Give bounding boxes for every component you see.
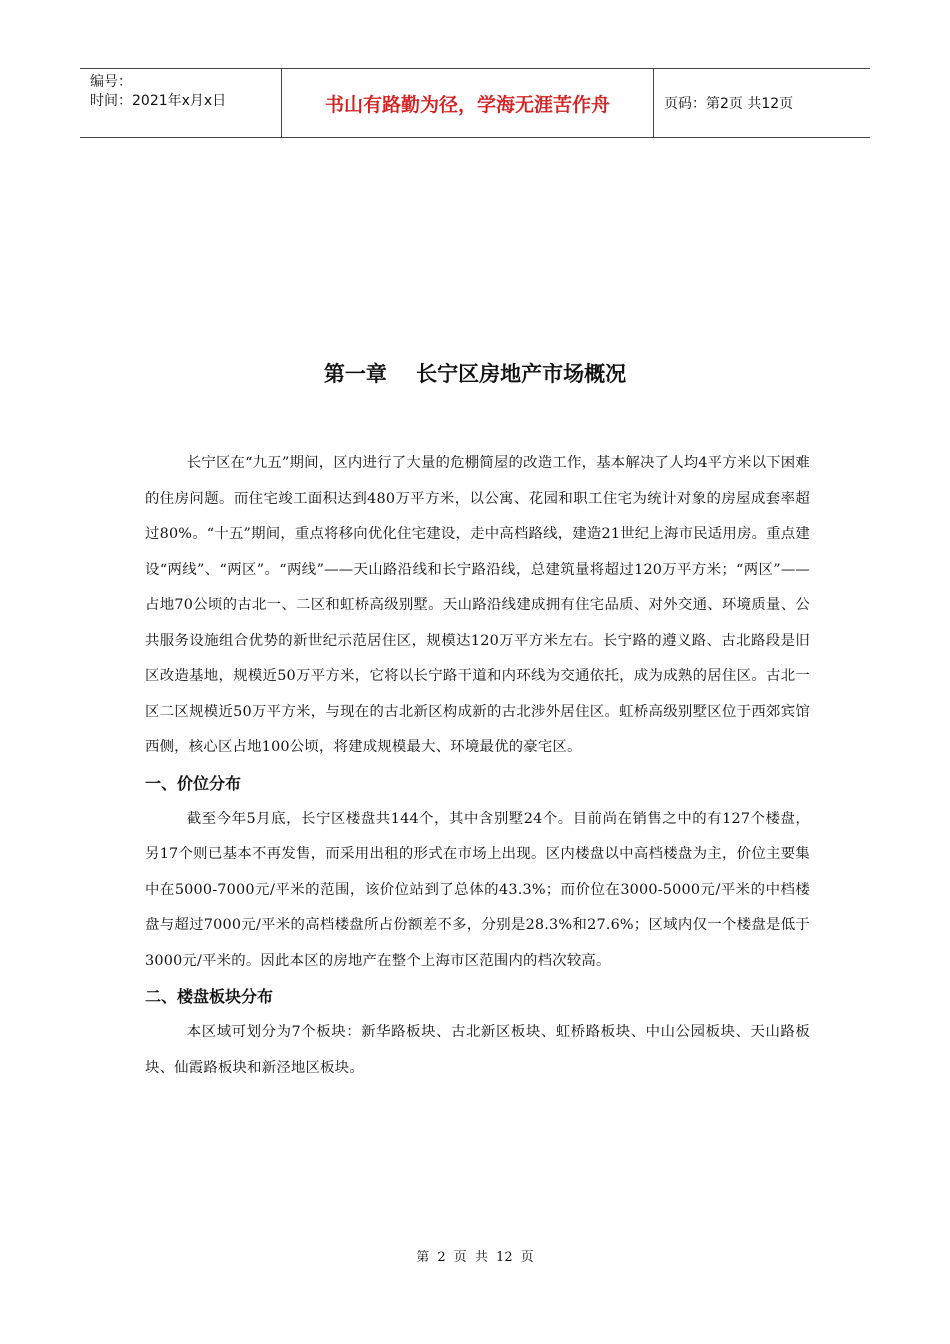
document-body [145,446,810,1086]
section-heading-price-distribution: 一、价位分布 [145,773,242,793]
header-meta [80,69,282,137]
section-paragraph-price-distribution: 截至今年5月底，长宁区楼盘共144个，其中含别墅24个。目前尚在销售之中的有127个楼盘，另17个则已基本不再发售，而采用出租的形式在市场上出现。区内楼盘以中高档楼盘为主，价位主要集中在5000-7000元/平米的范围，该价位站到了总体的43.3%；而价位在3000-5000元/平米的中档楼盘与超过7000元/平米的高档楼盘所占份额差不多，分别是28.3%和27.6%；区域内仅一个楼盘是低于3000元/平米的。因此本区的房地产在整个上海市区范围内的档次较高。 [145,810,810,969]
section-heading-block-distribution: 二、楼盘板块分布 [145,987,274,1006]
chapter-title: 第一章 长宁区房地产市场概况 [323,362,627,386]
document-time-label: 时间：2021年x月x日 [90,93,227,109]
intro-paragraph: 长宁区在“九五”期间，区内进行了大量的危棚简屋的改造工作，基本解决了人均4平方米以下困难的住房问题。而住宅竣工面积达到480万平方米，以公寓、花园和职工住宅为统计对象的房屋成套率超过80%。“十五”期间，重点将移向优化住宅建设，走中高档路线，建造21世纪上海市民适用房。重点建设“两线”、“两区”。“两线”——天山路沿线和长宁路沿线，总建筑量将超过120万平方米；“两区”——占地70公顷的古北一、二区和虹桥高级别墅。天山路沿线建成拥有住宅品质、对外交通、环境质量、公共服务设施组合优势的新世纪示范居住区，规模达120万平方米左右。长宁路的遵义路、古北路段是旧区改造基地，规模近50万平方米，它将以长宁路干道和内环线为交通依托，成为成熟的居住区。古北一区二区规模近50万平方米，与现在的古北新区构成新的古北涉外居住区。虹桥高级别墅区位于西郊宾馆西侧，核心区占地100公顷，将建成规模最大、环境最优的豪宅区。 [145,455,810,755]
section-paragraph-block-distribution: 本区域可划分为7个板块：新华路板块、古北新区板块、虹桥路板块、中山公园板块、天山路板块、仙霞路板块和新泾地区板块。 [145,1024,810,1076]
page-header [80,68,870,138]
page-footer: 第 2 页 共 12 页 [416,1250,534,1265]
header-motto: 书山有路勤为径，学海无涯苦作舟 [282,69,654,137]
header-page-indicator: 页码：第2页 共12页 [664,96,794,112]
document-number-label: 编号： [90,74,132,90]
